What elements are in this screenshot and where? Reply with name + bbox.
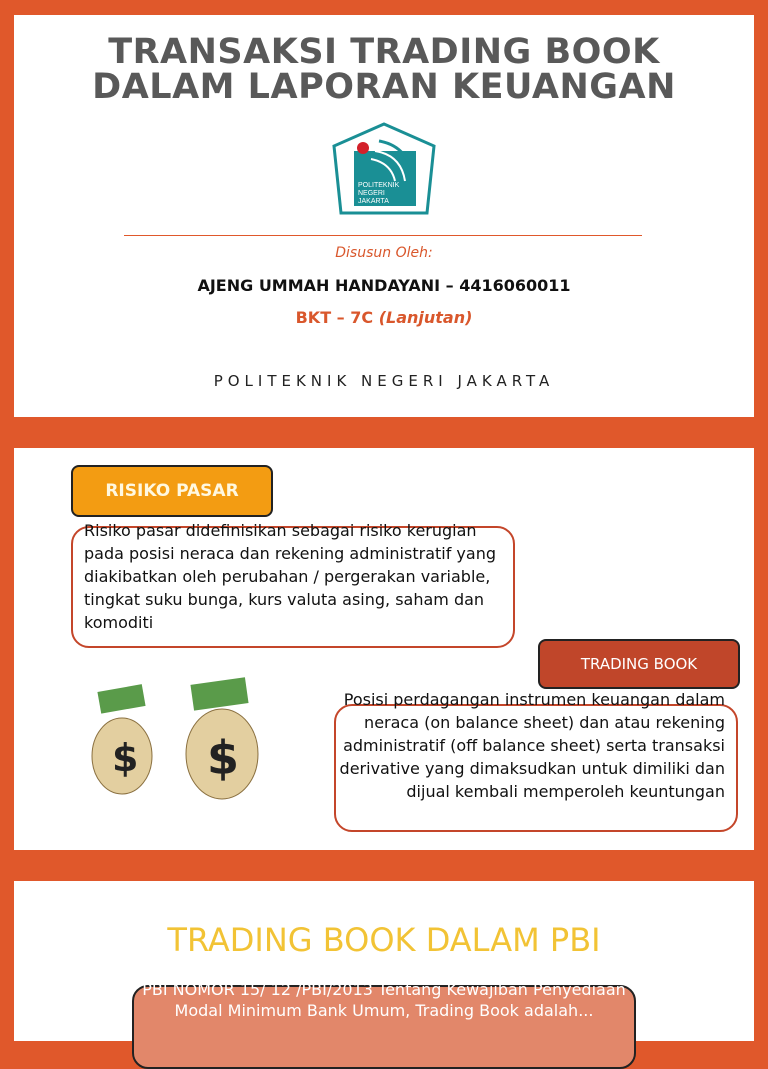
svg-text:NEGERI: NEGERI — [358, 190, 385, 197]
market-risk-slide — [14, 448, 754, 850]
svg-text:JAKARTA: JAKARTA — [358, 198, 389, 205]
svg-text:$: $ — [112, 736, 139, 780]
slide-title: TRADING BOOK DALAM PBI — [167, 921, 601, 959]
pbi-text: PBI NOMOR 15/ 12 /PBI/2013 Tentang Kewajiban Penyediaan Modal Minimum Bank Umum, Trading Book adalah... — [142, 980, 626, 1020]
svg-text:POLITEKNIK: POLITEKNIK — [358, 182, 400, 189]
money-bags-icon — [74, 676, 274, 806]
class: BKT – 7C — [295, 308, 379, 327]
title-slide — [14, 15, 754, 417]
class-note: (Lanjutan) — [378, 308, 473, 327]
author-name: AJENG UMMAH HANDAYANI – 4416060011 — [197, 276, 571, 295]
institution: POLITEKNIK NEGERI JAKARTA — [213, 372, 555, 390]
class-label — [14, 308, 754, 327]
pnj-logo — [329, 121, 439, 221]
title-line-1: TRANSAKSI TRADING BOOK — [108, 32, 660, 72]
divider — [124, 235, 642, 236]
compiled-by-label: Disusun Oleh: — [335, 245, 433, 261]
pbi-slide — [14, 881, 754, 1041]
trading-book-text: Posisi perdagangan instrumen keuangan dalam neraca (on balance sheet) dan atau rekening administratif (off balance sheet) serta transaksi derivative yang dimaksudkan untuk dimiliki dan dijual kembali memperoleh keuntungan — [339, 690, 725, 801]
slide-title — [14, 32, 754, 107]
risk-label: RISIKO PASAR — [71, 465, 273, 517]
svg-text:$: $ — [207, 731, 240, 785]
risk-text: Risiko pasar didefinisikan sebagai risiko kerugian pada posisi neraca dan rekening administratif yang diakibatkan oleh perubahan / pergerakan variable, tingkat suku bunga, kurs valuta asing, saham dan komoditi — [84, 521, 496, 632]
trading-book-label: TRADING BOOK — [538, 639, 740, 689]
title-line-2: DALAM LAPORAN KEUANGAN — [92, 67, 676, 107]
